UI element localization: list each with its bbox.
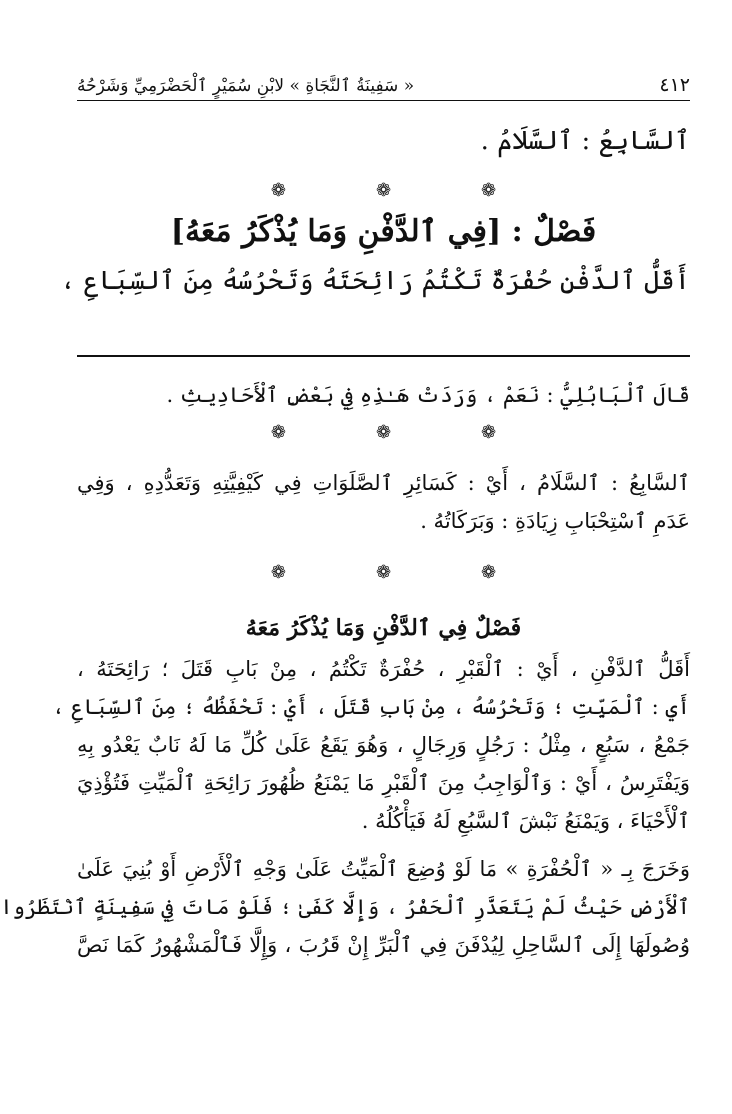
page-number: ٤١٢ [659,74,690,96]
paragraph [0,850,690,964]
star-ornament-icon: ❁ [481,562,497,583]
star-ornament-icon: ❁ [270,422,286,443]
header-rule [77,100,690,101]
sharh-line: وَيَفْتَرِسُ ، أَيْ : وَٱلْوَاجِبُ مِنَ ٱلْقَبْرِ مَا يَمْنَعُ ظُهُورَ رَائِحَةِ ٱلْمَيِّتِ فَتُؤْذِيَ [77,771,690,795]
star-ornament-icon: ❁ [270,180,286,201]
sharh-line: أَقَلُّ ٱلدَّفْنِ ، أَيْ : ٱلْقَبْرِ ، حُفْرَةٌ تَكْتُمُ ، مِنْ بَابِ قَتَلَ ؛ رَائِحَتَهُ ، [77,657,690,681]
section-heading: فَصْلٌ فِي ٱلدَّفْنِ وَمَا يُذْكَرُ مَعَهُ [245,615,522,641]
sharh-line: عَدَمِ ٱسْتِحْبَابِ زِيَادَةِ : وَبَرَكَاتُهُ . [420,509,690,533]
star-ornament-icon: ❁ [375,422,392,443]
ornament-stars [77,176,690,206]
star-ornament-icon: ❁ [270,562,286,583]
matn-line: ٱلسَّابِعُ : ٱلسَّلَامُ . [480,126,690,156]
sharh-line: أَيِ : ٱلْمَيِّتِ ؛ وَتَحْرُسُهُ ، مِنْ بَابِ قَتَلَ ، أَيْ : تَحْفَظُهُ ؛ مِنَ ٱلسِّبَاعِ ، [52,695,690,719]
paragraph [52,650,690,840]
sharh-line: ٱلْأَحْيَاءَ ، وَيَمْنَعُ نَبْشَ ٱلسَّبُعِ لَهُ فَيَأْكُلُهُ . [361,809,690,833]
matn-sharh-divider [77,355,690,357]
paragraph [77,464,690,540]
star-ornament-icon: ❁ [375,562,392,583]
paragraph-gap [77,840,690,850]
sharh-line: ٱلْأَرْضِ حَيْثُ لَمْ يَتَعَذَّرِ ٱلْحَفْرُ ، وَإِلَّا كَفَىٰ ؛ فَلَوْ مَاتَ فِي سَفِينَةٍ ٱنْتَظَرُوا [0,895,690,919]
sharh-line: وُصُولَهَا إِلَى ٱلسَّاحِلِ لِيُدْفَنَ فِي ٱلْبَرِّ إِنْ قَرُبَ ، وَإِلَّا فَٱلْمَشْهُورُ كَمَا نَصَّ [77,933,690,957]
section-heading: فَصْلٌ : [فِي ٱلدَّفْنِ وَمَا يُذْكَرُ مَعَهُ] [170,214,597,249]
star-ornament-icon: ❁ [481,180,497,201]
running-header [77,62,690,96]
ornament-stars [77,418,690,448]
sharh-line: قَالَ ٱلْبَابُلِيُّ : نَعَمْ ، وَرَدَتْ هَـٰذِهِ فِي بَعْضِ ٱلْأَحَادِيثِ . [166,383,690,407]
sharh-section [0,376,690,964]
ornament-stars [77,558,690,588]
sharh-line: ٱلسَّابِعُ : ٱلسَّلَامُ ، أَيْ : كَسَائِرِ ٱلصَّلَوَاتِ فِي كَيْفِيَّتِهِ وَتَعَدُّدِهِ ، وَفِي [77,471,690,495]
sharh-line: وَخَرَجَ بِـ « ٱلْحُفْرَةِ » مَا لَوْ وُضِعَ ٱلْمَيِّتُ عَلَىٰ وَجْهِ ٱلْأَرْضِ أَوْ بُنِيَ عَلَىٰ [77,857,690,881]
matn-section [60,118,690,304]
sharh-line: جَمْعُ ، سَبُعٍ ، مِثْلُ : رَجُلٍ وَرِجَالٍ ، وَهُوَ يَقَعُ عَلَىٰ كُلِّ مَا لَهُ نَابٌ يَعْدُو بِهِ [77,733,690,757]
book-title: « سَفِينَةُ ٱلنَّجَاةِ » لابْنِ سُمَيْرٍ ٱلْحَضْرَمِيِّ وَشَرْحُهُ [77,76,415,96]
star-ornament-icon: ❁ [375,180,392,201]
star-ornament-icon: ❁ [481,422,497,443]
matn-line: أَقَلُّ ٱلدَّفْنِ حُفْرَةٌ تَكْتُمُ رَائِحَتَهُ وَتَحْرُسُهُ مِنَ ٱلسِّبَاعِ ، [60,266,690,296]
